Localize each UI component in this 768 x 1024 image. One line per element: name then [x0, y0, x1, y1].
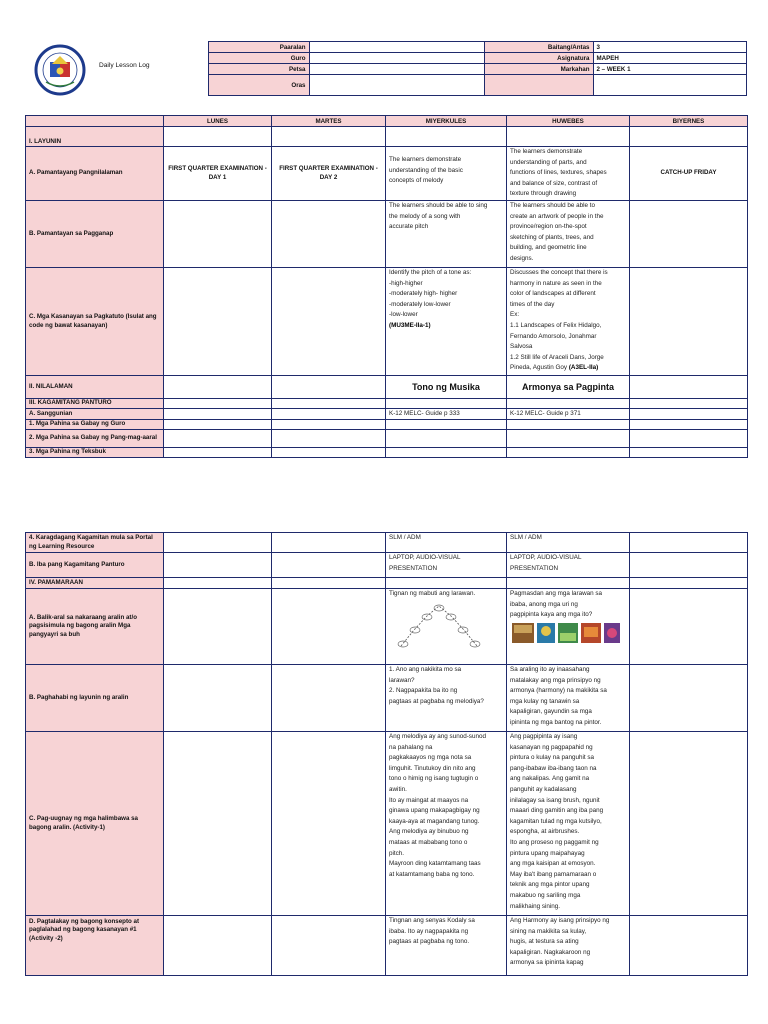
lesson-log-table	[25, 115, 748, 458]
label-balik-aral: A. Balik-aral sa nakaraang aralin at/o pagsisimula ng bagong aralin Mga pangyayri sa buh	[26, 589, 164, 665]
day-header-biyernes: BIYERNES	[630, 116, 748, 127]
label-mga-kasanayan: C. Mga Kasanayan sa Pagkatuto (Isulat ang code ng bawat kasanayan)	[26, 268, 164, 376]
label-sanggunian: A. Sanggunian	[26, 409, 164, 420]
paghahabi-miyerkules: 1. Ano ang nakikita mo sa larawan? 2. Nagpapakita ba ito ng pagtaas at pagbaba ng melodiya?	[386, 665, 507, 732]
pag-uugnay-miyerkules: Ang melodiya ay ang sunod-sunod na pahalang na pagkakaayos ng mga nota sa limguhit. Tinutukoy din nito ang tono o himig ng isang tugtugin o awitin. Ito ay maingat at maayos na ginawa upang makapagbigay ng kaaya-aya at magandang tunog. Ang melodiya ay binubuo ng mataas at mababang tono o pitch. Mayroon ding katamtamang taas at katamtamang baba ng tono.	[386, 732, 507, 916]
iba-huwebes: LAPTOP, AUDIO-VISUAL PRESENTATION	[507, 553, 630, 578]
exam-day1: FIRST QUARTER EXAMINATION - DAY 1	[164, 147, 272, 201]
balik-aral-huwebes: Pagmasdan ang mga larawan sa ibaba, anong mga uri ng pagpipinta kaya ang mga ito?	[507, 589, 630, 665]
label-pagtalakay: D. Pagtalakay ng bagong konsepto at paglalahad ng bagong kasanayan #1 (Activity -2)	[26, 916, 164, 976]
catch-up-friday: CATCH-UP FRIDAY	[630, 147, 748, 201]
label-pamantayan-sa-pagganap: B. Pamantayan sa Pagganap	[26, 201, 164, 268]
day-header-miyerkules: MIYERKULES	[386, 116, 507, 127]
paghahabi-huwebes: Sa araling ito ay inaasahang matalakay ang mga prinsipyo ng armonya (harmony) na makikita sa mga kulay ng tanawin sa kapaligiran, gayundin sa mga ipininta ng mga bantog na pintor.	[507, 665, 630, 732]
document-title: Daily Lesson Log	[99, 62, 150, 69]
value-paaralan	[309, 42, 484, 53]
paintings-thumbnails	[510, 621, 622, 645]
content-b-miyerkules: The learners should be able to sing the melody of a song with accurate pitch	[386, 201, 507, 268]
label-asignatura: Asignatura	[484, 53, 593, 64]
ref-huwebes: K-12 MELC- Guide p 371	[507, 409, 630, 420]
ref-miyerkules: K-12 MELC- Guide p 333	[386, 409, 507, 420]
value-baitang: 3	[593, 42, 746, 53]
label-iba-pang-kagamitan: B. Iba pang Kagamitang Panturo	[26, 553, 164, 578]
content-c-miyerkules: Identify the pitch of a tone as: -high-higher -moderately high- higher -moderately low-lower -low-lower (MU3ME-IIa-1)	[386, 268, 507, 376]
label-paaralan: Paaralan	[208, 42, 309, 53]
label-petsa: Petsa	[208, 64, 309, 75]
pagtalakay-miyerkules: Tingnan ang senyas Kodaly sa ibaba. Ito ay nagpapakita ng pagtaas at pagbaba ng tono.	[386, 916, 507, 976]
exam-day2: FIRST QUARTER EXAMINATION - DAY 2	[272, 147, 386, 201]
label-oras: Oras	[208, 75, 309, 96]
label-markahan: Markahan	[484, 64, 593, 75]
pagtalakay-huwebes: Ang Harmony ay isang prinsipyo ng sining na makikita sa kulay, hugis, at testura sa ating kapaligiran. Nagkakaroon ng armonya sa ipininta kapag	[507, 916, 630, 976]
label-paghahabi: B. Paghahabi ng layunin ng aralin	[26, 665, 164, 732]
label-gabay-guro: 1. Mga Pahina sa Gabay ng Guro	[26, 420, 164, 430]
section-nilalaman: II. NILALAMAN	[26, 376, 164, 399]
content-a-miyerkules: The learners demonstrate understanding of the basic concepts of melody	[386, 147, 507, 201]
label-pag-uugnay: C. Pag-uugnay ng mga halimbawa sa bagong aralin. (Activity-1)	[26, 732, 164, 916]
topic-miyerkules: Tono ng Musika	[386, 376, 507, 399]
value-asignatura: MAPEH	[593, 53, 746, 64]
value-guro	[309, 53, 484, 64]
balik-aral-miyerkules: Tignan ng mabuti ang larawan.	[386, 589, 507, 665]
value-markahan: 2 – WEEK 1	[593, 64, 746, 75]
label-karagdagang-kagamitan: 4. Karagdagang Kagamitan mula sa Portal ng Learning Resource	[26, 533, 164, 553]
value-oras	[309, 75, 484, 96]
content-c-huwebes: Discusses the concept that there is harmony in nature as seen in the color of landscapes at different times of the day Ex: 1.1 Landscapes of Felix Hidalgo, Fernando Amorsolo, Jonahmar Salvosa 1.2 Still life of Araceli Dans, Jorge Pineda, Agustin Goy (A3EL-IIa)	[507, 268, 630, 376]
label-baitang: Baitang/Antas	[484, 42, 593, 53]
day-header-martes: MARTES	[272, 116, 386, 127]
topic-huwebes: Armonya sa Pagpinta	[507, 376, 630, 399]
label-empty	[484, 75, 593, 96]
label-guro: Guro	[208, 53, 309, 64]
day-header-huwebes: HUWEBES	[507, 116, 630, 127]
content-b-huwebes: The learners should be able to create an artwork of people in the province/region on-the-spot sketching of plants, trees, and building, and geometric line designs.	[507, 201, 630, 268]
label-pamantayang-pangnilalaman: A. Pamantayang Pangnilalaman	[26, 147, 164, 201]
value-empty	[593, 75, 746, 96]
section-kagamitang-panturo: III. KAGAMITANG PANTURO	[26, 399, 164, 409]
code-miyerkules: (MU3ME-IIa-1)	[389, 321, 431, 329]
lesson-log-table-continued	[25, 532, 748, 976]
code-huwebes: (A3EL-IIa)	[568, 364, 599, 372]
label-teksbuk: 3. Mga Pahina ng Teksbuk	[26, 448, 164, 458]
melody-contour-illustration	[389, 600, 489, 652]
karag-miyerkules: SLM / ADM	[386, 533, 507, 553]
section-pamamaraan: IV. PAMAMARAAN	[26, 578, 164, 589]
content-a-huwebes: The learners demonstrate understanding of parts, and functions of lines, textures, shapes and balance of size, contrast of texture through drawing	[507, 147, 630, 201]
section-layunin: I. LAYUNIN	[26, 127, 164, 147]
pag-uugnay-huwebes: Ang pagpipinta ay isang kasanayan ng pagpapahid ng pintura o kulay na panguhit sa pang-ibabaw iba-ibang taon na ang nakalipas. Ang gamit na panguhit ay kadalasang inilalagay sa isang brush, ngunit maaari ding gamitin ang iba pang kagamitan tulad ng mga kutsilyo, espongha, at airbrushes. Ito ang proseso ng paggamit ng pintura upang maipahayag ang mga kaisipan at emosyon. May iba't ibang pamamaraan o teknik ang mga pintor upang makabuo ng sariling mga malikhaing sining.	[507, 732, 630, 916]
iba-miyerkules: LAPTOP, AUDIO-VISUAL PRESENTATION	[386, 553, 507, 578]
value-petsa	[309, 64, 484, 75]
day-header-lunes: LUNES	[164, 116, 272, 127]
label-gabay-mag-aaral: 2. Mga Pahina sa Gabay ng Pang-mag-aaral	[26, 430, 164, 448]
karag-huwebes: SLM / ADM	[507, 533, 630, 553]
header-info-table	[18, 41, 747, 96]
